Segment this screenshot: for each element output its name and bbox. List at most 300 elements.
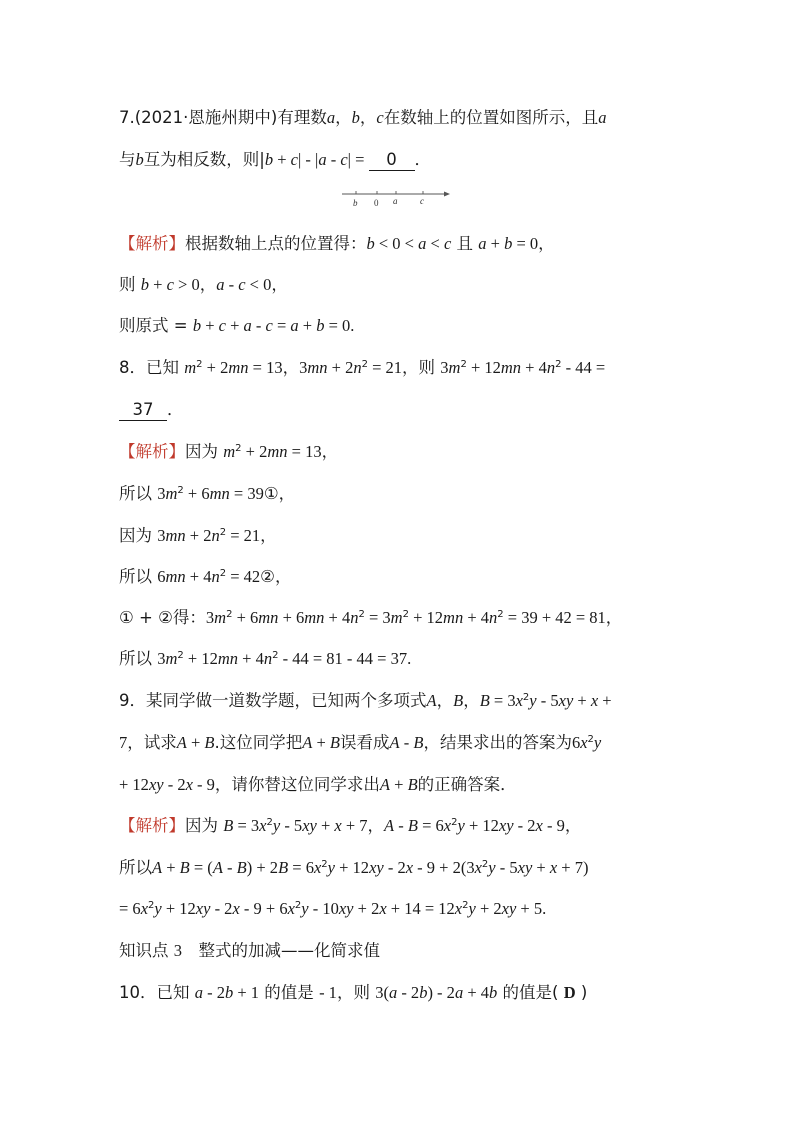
text-run: + 4: [463, 983, 489, 1002]
text-run: c: [376, 108, 384, 127]
text-run: B: [223, 816, 234, 835]
text-run: xy: [517, 858, 533, 877]
text-run: 误看成: [340, 733, 390, 752]
text-run: mn: [443, 608, 464, 627]
text-run: ): [575, 983, 588, 1002]
text-run: xy: [338, 899, 354, 918]
text-run: 7: [119, 733, 128, 752]
analysis-tag: 【解析】: [119, 816, 185, 835]
section-heading: [119, 939, 380, 963]
text-run: + 4: [463, 608, 490, 627]
text-run: n: [353, 358, 362, 377]
text-run: 的值是(: [497, 983, 564, 1002]
text-run: 与: [119, 150, 136, 169]
text-run: 2: [219, 527, 227, 538]
text-run: <: [426, 234, 444, 253]
text-run: y: [457, 816, 465, 835]
text-run: + 4: [521, 358, 547, 377]
answer-blank: 37: [119, 400, 167, 421]
text-run: x: [405, 858, 414, 877]
text-run: ．: [414, 150, 431, 169]
text-run: = 13，: [287, 442, 339, 461]
text-run: A: [379, 775, 391, 794]
text-run: xy: [195, 899, 211, 918]
text-run: mn: [304, 608, 325, 627]
text-run: a: [454, 983, 464, 1002]
text-run: ) + 2: [246, 858, 279, 877]
text-run: A: [389, 733, 400, 752]
text-run: + 4: [238, 649, 264, 668]
text-run: + 12: [161, 899, 196, 918]
text-run: b: [316, 316, 325, 335]
text-run: 3: [157, 484, 166, 503]
text-run: c: [340, 150, 348, 169]
text-run: 2: [177, 650, 184, 661]
text-run: 7.(2021·恩施州期中)有理数: [119, 108, 327, 127]
text-run: x: [590, 691, 599, 710]
text-run: B: [278, 858, 289, 877]
text-run: 3: [205, 608, 215, 627]
text-run: =: [272, 316, 291, 335]
text-run: a: [478, 234, 487, 253]
text-run: ① + ②得：: [119, 608, 206, 627]
text-run: + 4: [324, 608, 351, 627]
text-run: < 0，: [245, 275, 288, 294]
text-run: + 2: [353, 899, 380, 918]
text-run: c: [166, 275, 174, 294]
text-run: + 12: [335, 858, 370, 877]
text-run: A: [384, 816, 395, 835]
text-run: - 5: [280, 816, 303, 835]
text-run: 3: [157, 649, 166, 668]
text-run: + 2: [185, 526, 212, 545]
text-run: 2: [462, 900, 469, 911]
text-run: a: [216, 275, 225, 294]
text-run: 2: [219, 568, 227, 579]
text-run: 则原式 =: [119, 316, 193, 335]
q8-solution-line-6: [119, 647, 411, 671]
text-run: x: [313, 858, 322, 877]
text-run: 2: [266, 817, 273, 828]
text-run: 2: [481, 859, 489, 870]
text-run: 6: [571, 733, 581, 752]
text-run: A: [176, 733, 187, 752]
text-run: a: [194, 983, 203, 1002]
text-run: - 5: [495, 858, 518, 877]
text-run: | =: [347, 150, 369, 169]
text-run: ) - 2: [427, 983, 455, 1002]
text-run: 9．某同学做一道数学题，已知两个多项式: [119, 691, 427, 710]
text-run: ，试求: [127, 733, 177, 752]
text-run: 2: [587, 734, 594, 745]
text-run: n: [211, 567, 220, 586]
text-run: xy: [369, 858, 384, 877]
text-run: = 0，: [512, 234, 555, 253]
text-run: 2: [196, 359, 203, 370]
q8-line-2: [119, 398, 184, 422]
analysis-tag: 【解析】: [119, 234, 185, 253]
text-run: 因为: [185, 442, 224, 461]
text-run: ，: [359, 108, 377, 127]
text-run: xy: [558, 691, 574, 710]
text-run: = 6: [417, 816, 444, 835]
text-run: = 3: [489, 691, 516, 710]
text-run: - 44 = 81 - 44 = 37.: [278, 649, 412, 668]
text-run: m: [390, 608, 403, 627]
text-run: xy: [148, 775, 164, 794]
text-run: x: [580, 733, 588, 752]
text-run: 6: [157, 567, 166, 586]
text-run: b: [264, 150, 274, 169]
text-run: - 1: [319, 983, 337, 1002]
text-run: +: [298, 316, 317, 335]
text-run: 在数轴上的位置如图所示，且: [383, 108, 599, 127]
text-run: A: [426, 691, 437, 710]
text-run: m: [223, 442, 236, 461]
text-run: mn: [267, 442, 288, 461]
text-run: - 2: [210, 899, 233, 918]
text-run: 所以: [119, 484, 158, 503]
text-run: c: [265, 316, 273, 335]
text-run: -: [326, 150, 341, 169]
text-run: 2: [321, 859, 328, 870]
answer-blank: 0: [369, 150, 415, 171]
text-run: 8．已知: [119, 358, 185, 377]
text-run: x: [549, 858, 558, 877]
text-run: 因为: [119, 526, 158, 545]
text-run: + 14 = 12: [386, 899, 455, 918]
text-run: = 3: [233, 816, 260, 835]
text-run: b: [504, 234, 513, 253]
text-run: a: [290, 316, 299, 335]
q7-line-2: [119, 148, 431, 172]
q7-line-1: [119, 106, 606, 130]
text-run: 的正确答案．: [417, 775, 517, 794]
text-run: 且: [451, 234, 479, 253]
text-run: n: [489, 608, 498, 627]
text-run: ，: [335, 108, 352, 127]
text-run: 2: [460, 359, 467, 370]
text-run: + 7): [557, 858, 589, 877]
text-run: - 2: [397, 983, 420, 1002]
text-run: | - |: [297, 150, 319, 169]
text-run: -: [222, 858, 237, 877]
text-run: + 1: [233, 983, 260, 1002]
q9-solution-line-3: [119, 897, 546, 921]
text-run: y: [593, 733, 602, 752]
text-run: +: [316, 816, 335, 835]
text-run: y: [488, 858, 496, 877]
text-run: +: [201, 316, 219, 335]
text-run: y: [272, 816, 281, 835]
text-run: + 2: [327, 358, 354, 377]
text-run: B: [407, 816, 418, 835]
text-run: c: [238, 275, 246, 294]
q8-solution-line-4: [119, 565, 291, 589]
text-run: B: [236, 858, 247, 877]
text-run: + 12: [119, 775, 149, 794]
text-run: b: [366, 234, 375, 253]
text-run: + 2: [475, 899, 502, 918]
text-run: 10．已知: [119, 983, 195, 1002]
text-run: 3: [157, 526, 166, 545]
text-run: +: [162, 858, 180, 877]
q10-line-1: [119, 981, 587, 1005]
text-run: -: [251, 316, 266, 335]
text-run: 所以: [119, 858, 152, 877]
text-run: a: [418, 234, 427, 253]
text-run: b: [351, 108, 360, 127]
number-line-label-0: 0: [374, 198, 379, 208]
text-run: + 2: [241, 442, 268, 461]
text-run: 2: [358, 609, 365, 620]
text-run: B: [407, 775, 418, 794]
text-run: - 9: [192, 775, 215, 794]
text-run: B: [179, 858, 190, 877]
text-run: y: [154, 899, 162, 918]
text-run: - 2: [203, 983, 225, 1002]
text-run: 则: [119, 275, 141, 294]
text-run: x: [259, 816, 267, 835]
text-run: mn: [228, 358, 249, 377]
text-run: a: [243, 316, 252, 335]
text-run: + 5.: [516, 899, 547, 918]
text-run: -: [399, 733, 414, 752]
text-run: x: [379, 899, 387, 918]
text-run: x: [474, 858, 482, 877]
q9-line-1: [119, 689, 612, 713]
text-run: m: [165, 649, 178, 668]
text-run: xy: [501, 899, 517, 918]
text-run: B: [479, 691, 490, 710]
text-run: - 5: [536, 691, 559, 710]
text-run: = 39 + 42 = 81，: [503, 608, 623, 627]
text-run: + 12: [408, 608, 444, 627]
text-run: +: [186, 733, 205, 752]
text-run: +: [532, 858, 550, 877]
text-run: n: [546, 358, 556, 377]
text-run: < 0 <: [374, 234, 419, 253]
text-run: xy: [302, 816, 317, 835]
text-run: 整式的加减——化简求值: [182, 941, 380, 960]
text-run: 2: [522, 692, 530, 703]
q8-solution-line-3: [119, 524, 277, 548]
text-run: mn: [165, 526, 186, 545]
text-run: +: [598, 691, 612, 710]
text-run: x: [443, 816, 452, 835]
text-run: B: [453, 691, 464, 710]
text-run: a: [598, 108, 607, 127]
text-run: 2: [361, 359, 368, 370]
text-run: 3: [173, 941, 182, 960]
text-run: - 2: [383, 858, 406, 877]
text-run: ，请你替这位同学求出: [214, 775, 380, 794]
text-run: a: [318, 150, 327, 169]
text-run: b: [192, 316, 202, 335]
text-run: = 42②，: [226, 567, 292, 586]
text-run: b: [135, 150, 144, 169]
text-run: 2: [451, 817, 458, 828]
text-run: x: [287, 899, 295, 918]
text-run: - 44 =: [561, 358, 606, 377]
text-run: b: [419, 983, 428, 1002]
text-run: y: [529, 691, 537, 710]
text-run: m: [214, 608, 227, 627]
text-run: x: [334, 816, 342, 835]
text-run: > 0，: [173, 275, 217, 294]
text-run: n: [211, 526, 220, 545]
text-run: n: [350, 608, 359, 627]
q9-solution-line-1: [119, 814, 581, 838]
text-run: + 4: [185, 567, 212, 586]
text-run: 2: [497, 609, 504, 620]
text-run: B: [329, 733, 340, 752]
text-run: ．: [167, 400, 184, 419]
text-run: + 12: [183, 649, 218, 668]
text-run: B: [413, 733, 424, 752]
text-run: +: [273, 150, 291, 169]
text-run: +: [312, 733, 330, 752]
text-run: b: [225, 983, 234, 1002]
text-run: 因为: [185, 816, 224, 835]
text-run: ，结果求出的答案为: [423, 733, 572, 752]
text-run: m: [184, 358, 197, 377]
text-run: + 2: [202, 358, 229, 377]
text-run: +: [486, 234, 505, 253]
text-run: 2: [235, 443, 242, 454]
text-run: + 6: [278, 608, 305, 627]
q8-solution-line-2: [119, 482, 295, 506]
text-run: 所以: [119, 649, 158, 668]
text-run: m: [448, 358, 461, 377]
text-run: b: [489, 983, 498, 1002]
text-run: .这位同学把: [214, 733, 303, 752]
text-run: mn: [217, 649, 239, 668]
text-run: + 12: [464, 816, 499, 835]
text-run: 互为相反数，则|: [143, 150, 265, 169]
text-run: c: [218, 316, 226, 335]
text-run: A: [152, 858, 163, 877]
q7-solution-line-2: [119, 273, 288, 297]
text-run: mn: [307, 358, 328, 377]
text-run: ，则: [336, 983, 376, 1002]
text-run: c: [443, 234, 452, 253]
text-run: 知识点: [119, 941, 174, 960]
text-run: = 21，: [226, 526, 277, 545]
q8-solution-line-5: [119, 606, 622, 630]
text-run: 2: [148, 900, 155, 911]
text-run: y: [301, 899, 309, 918]
text-run: mn: [258, 608, 279, 627]
text-run: +: [149, 275, 167, 294]
text-run: ，: [463, 691, 480, 710]
analysis-tag: 【解析】: [119, 442, 185, 461]
text-run: +: [390, 775, 408, 794]
text-run: a: [388, 983, 398, 1002]
text-run: 2: [226, 609, 233, 620]
text-run: - 9 + 6: [239, 899, 288, 918]
text-run: B: [204, 733, 215, 752]
text-run: = 3: [364, 608, 391, 627]
q8-solution-line-1: [119, 440, 338, 464]
text-run: + 6: [232, 608, 259, 627]
number-line-arrow-icon: [444, 192, 450, 197]
text-run: 3(: [375, 983, 389, 1002]
text-run: = 6: [119, 899, 141, 918]
text-run: - 9，: [542, 816, 582, 835]
q8-line-1: [119, 356, 605, 380]
text-run: n: [263, 649, 273, 668]
text-run: mn: [209, 484, 230, 503]
text-run: 3: [440, 358, 449, 377]
text-run: - 9 + 2(3: [413, 858, 475, 877]
text-run: = 0.: [324, 316, 355, 335]
text-run: A: [212, 858, 223, 877]
text-run: + 12: [466, 358, 501, 377]
text-run: 的值是: [259, 983, 320, 1002]
text-run: m: [165, 484, 178, 503]
text-run: = 13，: [248, 358, 300, 377]
text-run: 2: [402, 609, 409, 620]
text-run: xy: [498, 816, 514, 835]
text-run: x: [232, 899, 240, 918]
text-run: x: [515, 691, 523, 710]
text-run: x: [454, 899, 463, 918]
text-run: = 6: [288, 858, 314, 877]
q9-solution-line-2: [119, 856, 588, 880]
text-run: -: [224, 275, 239, 294]
text-run: + 6: [183, 484, 210, 503]
text-run: mn: [500, 358, 522, 377]
text-run: = (: [189, 858, 213, 877]
text-run: ，: [436, 691, 454, 710]
text-run: 2: [177, 485, 184, 496]
text-run: x: [185, 775, 193, 794]
text-run: + 7，: [341, 816, 385, 835]
text-run: 则: [418, 358, 441, 377]
text-run: 2: [555, 359, 562, 370]
text-run: 根据数轴上点的位置得：: [185, 234, 367, 253]
text-run: +: [573, 691, 591, 710]
text-run: y: [327, 858, 335, 877]
text-run: 3: [299, 358, 308, 377]
number-line-label-c: c: [420, 196, 424, 206]
text-run: a: [326, 108, 336, 127]
answer-choice: D: [563, 983, 576, 1002]
text-run: y: [468, 899, 476, 918]
text-run: mn: [165, 567, 186, 586]
text-run: - 2: [513, 816, 536, 835]
text-run: 所以: [119, 567, 158, 586]
text-run: c: [290, 150, 298, 169]
text-run: = 21，: [367, 358, 419, 377]
q9-line-2: [119, 731, 601, 755]
text-run: = 39①，: [229, 484, 296, 503]
q9-line-3: [119, 773, 517, 797]
text-run: 2: [294, 900, 302, 911]
text-run: - 10: [308, 899, 339, 918]
text-run: 2: [272, 650, 279, 661]
number-line-label-b: b: [353, 198, 358, 208]
text-run: -: [394, 816, 408, 835]
text-run: b: [140, 275, 149, 294]
text-run: x: [140, 899, 149, 918]
number-line-label-a: a: [393, 196, 398, 206]
text-run: x: [535, 816, 543, 835]
q7-solution-line-3: [119, 314, 354, 338]
text-run: +: [225, 316, 244, 335]
text-run: - 2: [163, 775, 186, 794]
